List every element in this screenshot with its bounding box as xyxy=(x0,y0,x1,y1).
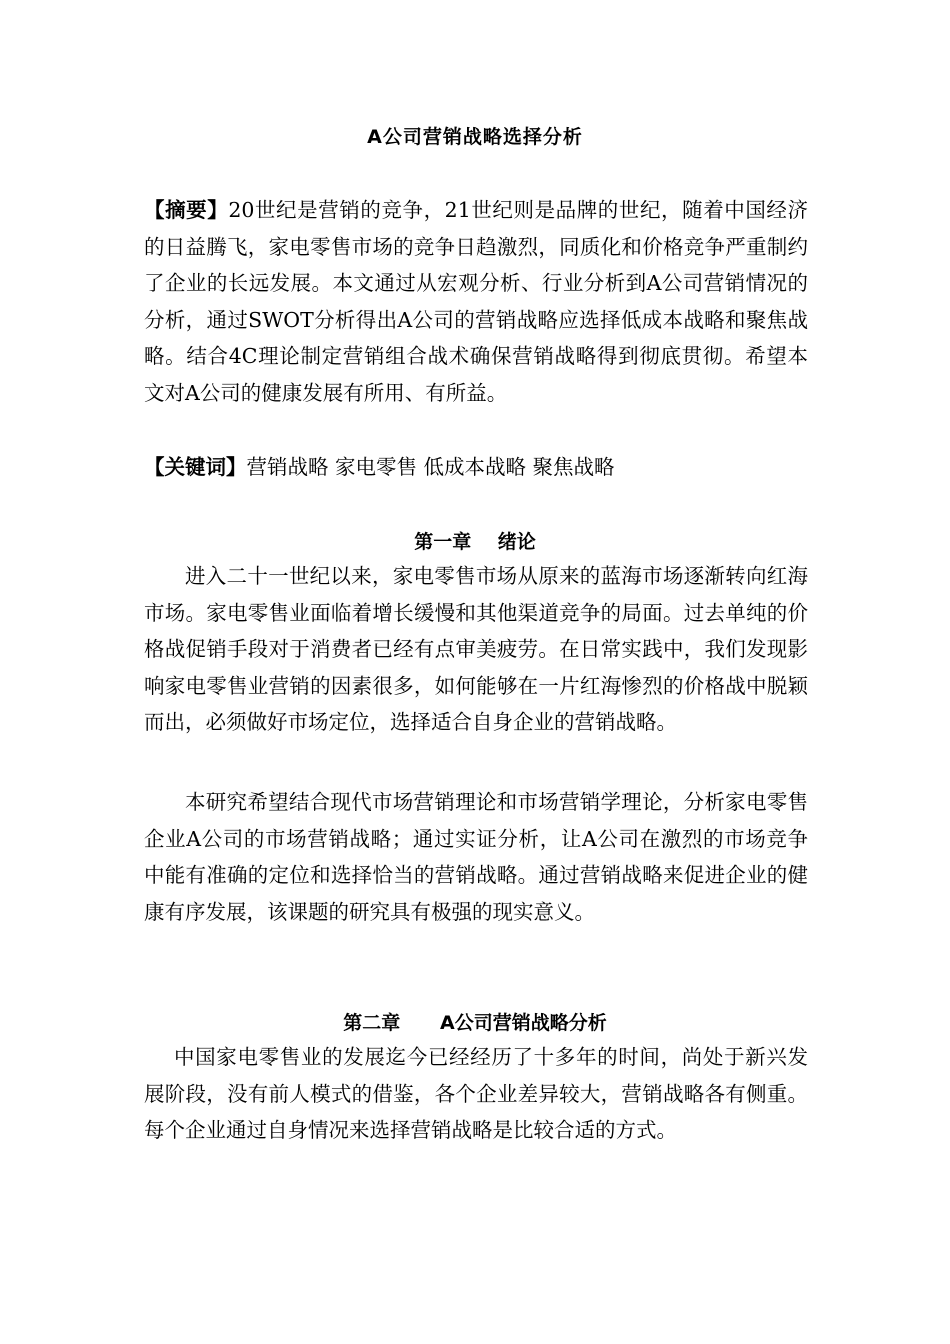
chapter1-heading: 第一章 绪论 xyxy=(414,531,536,553)
keywords-label: 【关键词】 xyxy=(144,455,247,479)
keywords-paragraph xyxy=(144,449,808,486)
chapter1-paragraph-2: 本研究希望结合现代市场营销理论和市场营销学理论，分析家电零售企业A公司的市场营销战略；通过实证分析，让A公司在激烈的市场竞争中能有准确的定位和选择恰当的营销战略。通过营销战略来促进企业的健康有序发展，该课题的研究具有极强的现实意义。 xyxy=(144,790,808,924)
chapter2-paragraph-1: 中国家电零售业的发展迄今已经经历了十多年的时间，尚处于新兴发展阶段，没有前人模式的借鉴，各个企业差异较大，营销战略各有侧重。每个企业通过自身情况来选择营销战略是比较合适的方式。 xyxy=(144,1045,808,1142)
abstract-text: 20世纪是营销的竞争，21世纪则是品牌的世纪，随着中国经济的日益腾飞，家电零售市场的竞争日趋激烈，同质化和价格竞争严重制约了企业的长远发展。本文通过从宏观分析、行业分析到A公司营销情况的分析，通过SWOT分析得出A公司的营销战略应选择低成本战略和聚焦战略。结合4C理论制定营销组合战术确保营销战略得到彻底贯彻。希望本文对A公司的健康发展有所用、有所益。 xyxy=(144,198,808,405)
chapter1-paragraph-1: 进入二十一世纪以来，家电零售市场从原来的蓝海市场逐渐转向红海市场。家电零售业面临着增长缓慢和其他渠道竞争的局面。过去单纯的价格战促销手段对于消费者已经有点审美疲劳。在日常实践中，我们发现影响家电零售业营销的因素很多，如何能够在一片红海惨烈的价格战中脱颖而出，必须做好市场定位，选择适合自身企业的营销战略。 xyxy=(144,564,808,734)
document-title: A公司营销战略选择分析 xyxy=(367,126,583,148)
chapter2-heading: 第二章 A公司营销战略分析 xyxy=(343,1012,607,1034)
abstract-paragraph xyxy=(144,192,808,411)
keywords-text: 营销战略 家电零售 低成本战略 聚焦战略 xyxy=(246,455,615,479)
abstract-label: 【摘要】 xyxy=(144,198,229,222)
